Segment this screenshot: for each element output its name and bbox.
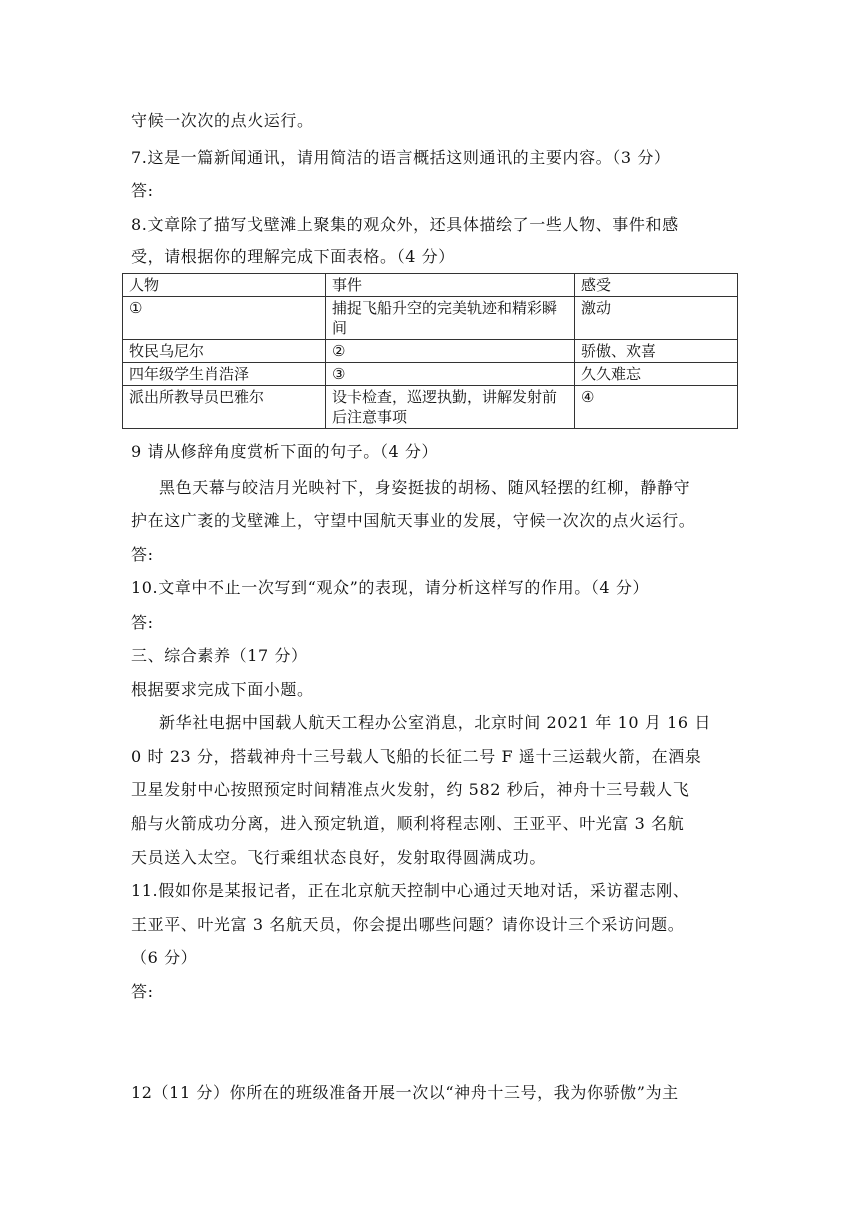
- question-12: 12（11 分）你所在的班级准备开展一次以“神舟十三号，我为你骄傲”为主: [131, 1083, 679, 1102]
- table-cell: 派出所教导员巴雅尔: [123, 386, 326, 429]
- question-7: 7.这是一篇新闻通讯，请用简洁的语言概括这则通讯的主要内容。（3 分）: [131, 148, 671, 167]
- text-line: 守候一次次的点火运行。: [131, 111, 314, 130]
- table-header-cell: 事件: [326, 274, 575, 297]
- question-8-line2: 受，请根据你的理解完成下面表格。（4 分）: [131, 247, 455, 266]
- table-row: [123, 386, 738, 429]
- passage-line: 护在这广袤的戈壁滩上，守望中国航天事业的发展，守候一次次的点火运行。: [131, 511, 696, 530]
- table-header-cell: 人物: [123, 274, 326, 297]
- news-line: 新华社电据中国载人航天工程办公室消息，北京时间 2021 年 10 月 16 日: [159, 713, 711, 732]
- table-cell: 骄傲、欢喜: [575, 340, 738, 363]
- section-heading: 三、综合素养（17 分）: [131, 646, 308, 665]
- news-line: 0 时 23 分，搭载神舟十三号载人飞船的长征二号 F 遥十三运载火箭，在酒泉: [131, 747, 702, 766]
- question-11-line2: 王亚平、叶光富 3 名航天员，你会提出哪些问题？请你设计三个采访问题。: [131, 915, 685, 934]
- answer-table: [122, 273, 738, 429]
- table-cell: ①: [123, 297, 326, 340]
- answer-label: 答:: [131, 181, 154, 200]
- question-11-line1: 11.假如你是某报记者，正在北京航天控制中心通过天地对话，采访翟志刚、: [131, 881, 690, 900]
- table-cell: 激动: [575, 297, 738, 340]
- answer-label: 答:: [131, 545, 154, 564]
- question-8-line1: 8.文章除了描写戈壁滩上聚集的观众外，还具体描绘了一些人物、事件和感: [131, 215, 679, 234]
- table-row: [123, 297, 738, 340]
- table-row: [123, 363, 738, 386]
- question-9: 9 请从修辞角度赏析下面的句子。（4 分）: [131, 442, 439, 461]
- answer-label: 答:: [131, 613, 154, 632]
- answer-label: 答:: [131, 982, 154, 1001]
- table-cell: ③: [326, 363, 575, 386]
- table-cell: 设卡检查，巡逻执勤，讲解发射前后注意事项: [326, 386, 575, 429]
- table-cell: 捕捉飞船升空的完美轨迹和精彩瞬间: [326, 297, 575, 340]
- table-header-cell: 感受: [575, 274, 738, 297]
- news-line: 船与火箭成功分离，进入预定轨道，顺利将程志刚、王亚平、叶光富 3 名航: [131, 814, 685, 833]
- table-cell: 四年级学生肖浩泽: [123, 363, 326, 386]
- question-11-line3: （6 分）: [131, 948, 198, 967]
- table-cell: ②: [326, 340, 575, 363]
- table-header-row: [123, 274, 738, 297]
- question-10: 10.文章中不止一次写到“观众”的表现，请分析这样写的作用。（4 分）: [131, 578, 650, 597]
- table-cell: 久久难忘: [575, 363, 738, 386]
- passage-line: 黑色天幕与皎洁月光映衬下，身姿挺拔的胡杨、随风轻摆的红柳，静静守: [159, 478, 691, 497]
- section-instruction: 根据要求完成下面小题。: [131, 680, 314, 699]
- news-line: 卫星发射中心按照预定时间精准点火发射，约 582 秒后，神舟十三号载人飞: [131, 780, 690, 799]
- table-cell: 牧民乌尼尔: [123, 340, 326, 363]
- news-line: 天员送入太空。飞行乘组状态良好，发射取得圆满成功。: [131, 848, 547, 867]
- table-row: [123, 340, 738, 363]
- table-cell: ④: [575, 386, 738, 429]
